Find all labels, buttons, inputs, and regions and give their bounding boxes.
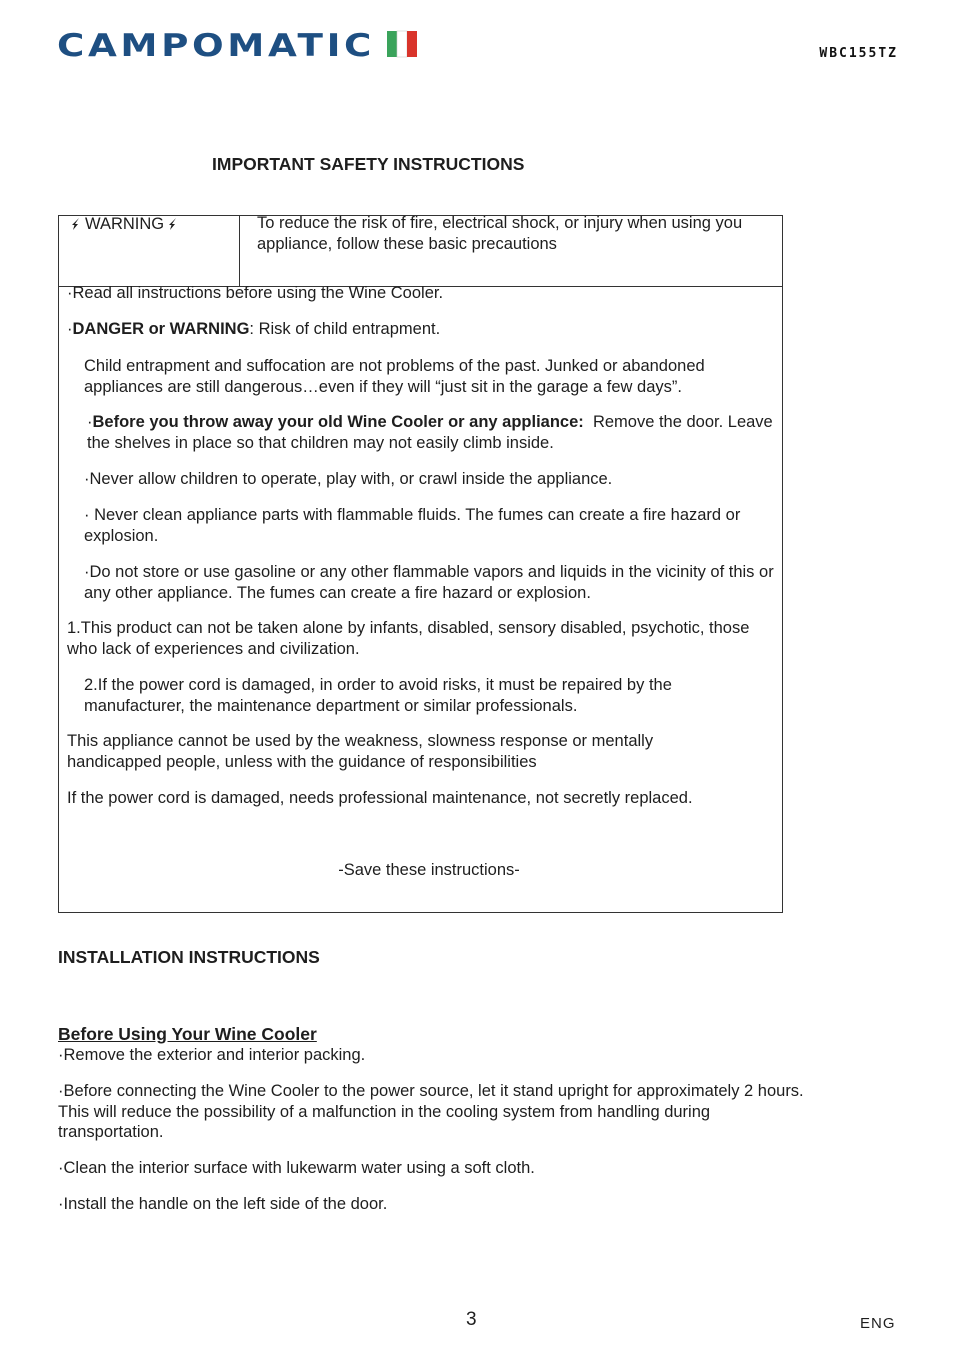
brand-logo <box>57 28 419 62</box>
model-number: WBC155TZ <box>819 46 898 61</box>
safety-item <box>67 731 727 772</box>
safety-item <box>84 356 764 397</box>
item-text: 2.If the power cord is damaged, in order to avoid risks, it must be repaired by the manufacturer, the maintenance department or similar professionals. <box>84 676 672 715</box>
language-code: ENG <box>860 1315 896 1332</box>
brand-wordmark: CAMPOMATIC <box>57 28 375 62</box>
item-bold-text: Before you throw away your old Wine Cooler or any appliance: <box>92 413 584 431</box>
safety-item <box>67 618 767 659</box>
warning-cell <box>59 216 240 286</box>
warning-text: To reduce the risk of fire, electrical shock, or injury when using you appliance, follow these basic precautions <box>257 214 743 253</box>
item-text: If the power cord is damaged, needs professional maintenance, not secretly replaced. <box>67 789 693 807</box>
bullet: · <box>84 506 95 524</box>
installation-item: ·Remove the exterior and interior packing. <box>58 1046 366 1064</box>
item-bold-text: DANGER or WARNING <box>72 320 250 338</box>
installation-subtitle: Before Using Your Wine Cooler <box>58 1024 317 1044</box>
item-text: Never allow children to operate, play with, or crawl inside the appliance. <box>89 470 613 488</box>
item-text: Read all instructions before using the Wine Cooler. <box>72 284 444 302</box>
lightning-icon <box>166 217 180 231</box>
save-instructions-note: -Save these instructions- <box>338 861 520 879</box>
italian-flag-icon <box>387 31 417 57</box>
item-text: This appliance cannot be used by the weakness, slowness response or mentally handicapped people, unless with the guidance of responsibilities <box>67 732 654 771</box>
safety-box <box>58 215 783 913</box>
safety-item <box>84 562 779 603</box>
warning-row <box>59 216 782 287</box>
safety-item <box>67 283 767 304</box>
safety-item <box>87 412 777 453</box>
bullet: · <box>84 563 90 581</box>
page-number: 3 <box>466 1309 477 1330</box>
safety-item <box>84 505 774 546</box>
item-text: Do not store or use gasoline or any other flammable vapors and liquids in the vicinity of this or any other appliance. The fumes can create a fire hazard or explosion. <box>84 563 774 602</box>
lightning-icon <box>69 217 83 231</box>
installation-item: ·Install the handle on the left side of the door. <box>58 1195 388 1213</box>
safety-item <box>84 675 744 716</box>
warning-label-text: WARNING <box>85 215 165 233</box>
bullet: · <box>67 320 73 338</box>
bullet: · <box>87 413 93 431</box>
safety-title: IMPORTANT SAFETY INSTRUCTIONS <box>212 154 525 174</box>
item-text: : Risk of child entrapment. <box>249 320 441 338</box>
item-text: Never clean appliance parts with flammable fluids. The fumes can create a fire hazard or explosion. <box>84 506 741 545</box>
safety-item <box>84 469 774 490</box>
installation-item: ·Clean the interior surface with lukewarm water using a soft cloth. <box>58 1159 535 1177</box>
installation-title: INSTALLATION INSTRUCTIONS <box>58 947 320 967</box>
safety-item <box>67 788 767 809</box>
warning-label <box>69 214 180 235</box>
item-text: 1.This product can not be taken alone by infants, disabled, sensory disabled, psychotic, those who lack of experiences and civilization. <box>67 619 750 658</box>
installation-item: ·Before connecting the Wine Cooler to the power source, let it stand upright for approximately 2 hours. This will reduce the possibility of a malfunction in the cooling system from handling during transportation. <box>58 1082 804 1141</box>
item-text: Remove the door. Leave the shelves in place so that children may not easily climb inside. <box>87 413 778 452</box>
safety-item <box>67 319 767 340</box>
bullet: · <box>84 470 90 488</box>
item-text: Child entrapment and suffocation are not problems of the past. Junked or abandoned appliances are still dangerous…even if they will “just sit in the garage a few days”. <box>84 357 705 396</box>
bullet: · <box>67 284 73 302</box>
